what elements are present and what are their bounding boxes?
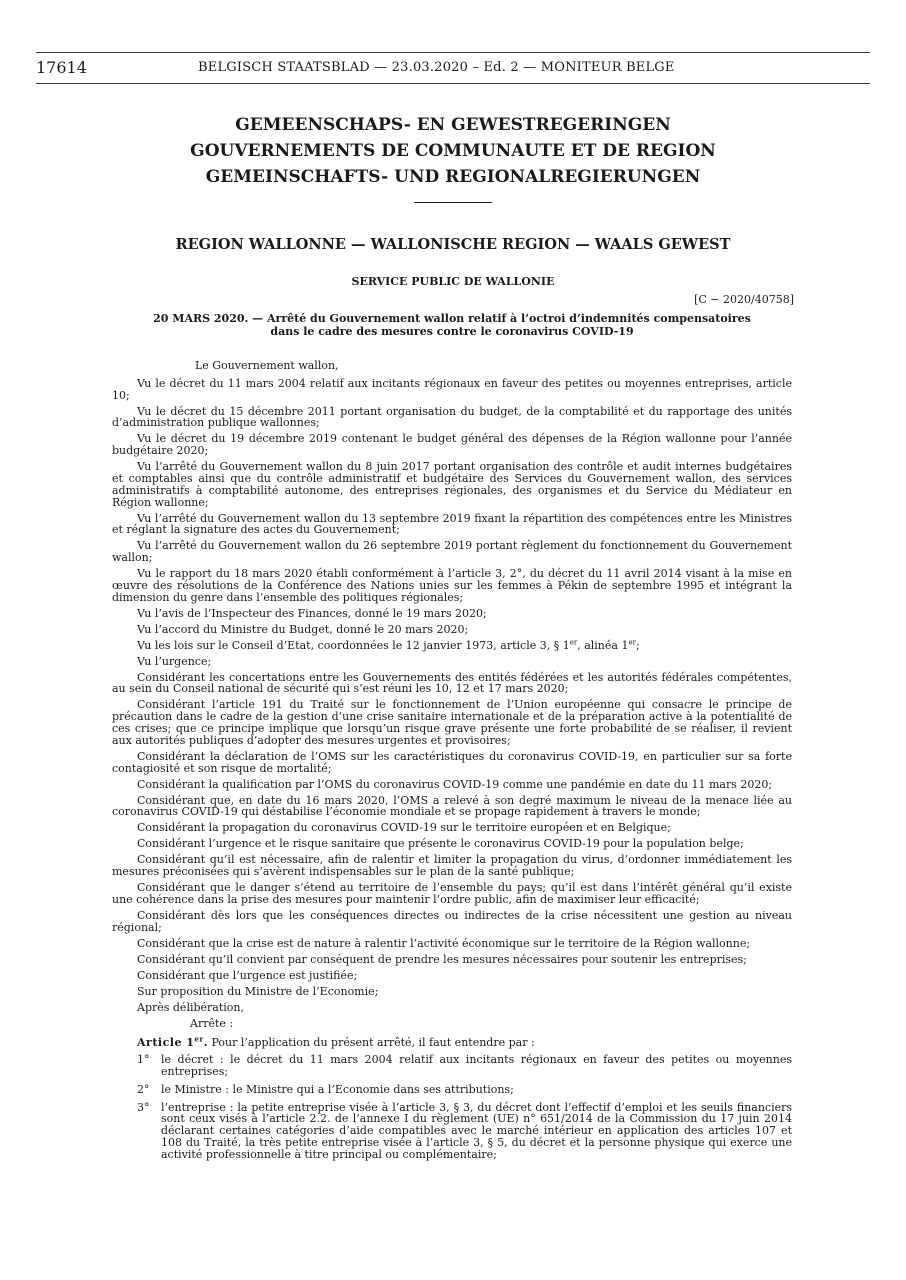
preamble-paragraph: Vu l’avis de l’Inspecteur des Finances, donné le 19 mars 2020; bbox=[137, 606, 487, 620]
preamble-paragraph: Vu l’arrêté du Gouvernement wallon du 13 septembre 2019 fixant la répartition des compétences entre les Ministres et réglant la signature des actes du Gouvernement; bbox=[112, 511, 792, 537]
act-title bbox=[112, 312, 792, 338]
preamble-paragraph: Considérant les concertations entre les Gouvernements des entités fédérées et les autorités fédérales compétentes, au sein du Conseil national de sécurité qui s’est réuni les 10, 12 et 17 mars 2020; bbox=[112, 670, 792, 696]
preamble-paragraph: Vu l’arrêté du Gouvernement wallon du 26 septembre 2019 portant règlement du fonctionnement du Gouvernement wallon; bbox=[112, 539, 792, 565]
preamble-paragraph: Vu l’accord du Ministre du Budget, donné le 20 mars 2020; bbox=[137, 622, 469, 636]
preamble-government: Le Gouvernement wallon, bbox=[195, 359, 339, 372]
preamble-paragraph: Considérant la propagation du coronavirus COVID-19 sur le territoire européen et en Belgique; bbox=[137, 821, 671, 835]
preamble-paragraph: Vu l’urgence; bbox=[137, 654, 212, 668]
title-divider bbox=[414, 202, 492, 203]
section-title-nl: GEMEENSCHAPS- EN GEWESTREGERINGEN bbox=[235, 115, 671, 135]
text-fragment: , alinéa 1 bbox=[577, 638, 629, 652]
preamble-paragraph: Considérant l’article 191 du Traité sur le fonctionnement de l’Union européenne qui consacre le principe de précaution dans le cadre de la gestion d’une crise sanitaire internationale et de la préparation active à la potentialité de ces crises; que ce principe implique que lorsqu’un risque grave présente une forte probabilité de se réaliser, il revient aux autorités publiques d’adopter des mesures urgentes et provisoires; bbox=[112, 698, 792, 747]
superscript: er bbox=[628, 637, 636, 646]
item-number: 1° bbox=[137, 1053, 150, 1067]
item-text: l’entreprise : la petite entreprise visée à l’article 3, § 3, du décret dont l’effectif d’emploi et les seuils financiers sont ceux visés à l’article 2.2. de l’annexe I du règlement (UE) n° 651/2014 de la Commission du 17 juin 2014 déclarant certaines catégories d’aide compatibles avec le marché intérieur en application des articles 107 et 108 du Traité, la très petite entreprise visée à l’article 3, § 5, du décret et la personne physique qui exerce une activité professionnelle à titre principal ou complémentaire; bbox=[161, 1100, 792, 1161]
preamble-paragraph: Considérant que l’urgence est justifiée; bbox=[137, 968, 358, 982]
article-1-intro bbox=[112, 1034, 792, 1050]
preamble-paragraph: Considérant qu’il convient par conséquent de prendre les mesures nécessaires pour soutenir les entreprises; bbox=[137, 952, 747, 966]
preamble-paragraph: Considérant dès lors que les conséquences directes ou indirectes de la crise nécessitent une gestion au niveau régional; bbox=[112, 908, 792, 934]
preamble-paragraph: Considérant que le danger s’étend au territoire de l’ensemble du pays; qu’il est dans l’intérêt général qu’il existe une cohérence dans la prise des mesures pour maintenir l’ordre public, afin de maximiser leur efficacité; bbox=[112, 881, 792, 906]
preamble-paragraph: Vu le décret du 15 décembre 2011 portant organisation du budget, de la comptabilité et du rapportage des unités d’administration publique wallonnes; bbox=[112, 404, 792, 430]
page-number: 17614 bbox=[36, 58, 87, 77]
superscript: er bbox=[569, 637, 578, 646]
preamble-paragraph: Après délibération, bbox=[137, 1000, 244, 1014]
document-reference: [C − 2020/40758] bbox=[694, 293, 794, 306]
act-title-line-2: dans le cadre des mesures contre le coronavirus COVID-19 bbox=[270, 325, 634, 338]
service-heading: SERVICE PUBLIC DE WALLONIE bbox=[351, 275, 555, 288]
header-bottom-rule bbox=[36, 83, 870, 84]
preamble-paragraph: Vu le rapport du 18 mars 2020 établi conformément à l’article 3, 2°, du décret du 11 avril 2014 visant à la mise en œuvre des résolutions de la Conférence des Nations unies sur les femmes à Pékin de septembre 1995 et intégrant la dimension du genre dans l’ensemble des politiques régionales; bbox=[112, 567, 792, 604]
text-fragment: ; bbox=[635, 638, 640, 652]
section-title-fr: GOUVERNEMENTS DE COMMUNAUTE ET DE REGION bbox=[190, 141, 716, 161]
definition-item bbox=[112, 1102, 792, 1161]
preamble-paragraph: Considérant la qualification par l’OMS du coronavirus COVID-19 comme une pandémie en date du 11 mars 2020; bbox=[137, 777, 773, 791]
preamble-paragraph: Vu le décret du 11 mars 2004 relatif aux incitants régionaux en faveur des petites ou moyennes entreprises, article 10; bbox=[112, 376, 792, 402]
enacting-formula: Arrête : bbox=[190, 1016, 234, 1030]
item-number: 3° bbox=[137, 1100, 150, 1114]
article-label-text: Article 1 bbox=[137, 1036, 195, 1050]
preamble-paragraph: Considérant la déclaration de l’OMS sur les caractéristiques du coronavirus COVID-19, en particulier sur sa forte contagiosité et son risque de mortalité; bbox=[112, 749, 792, 775]
preamble-paragraph: Vu l’arrêté du Gouvernement wallon du 8 juin 2017 portant organisation des contrôle et audit internes budgétaires et comptables ainsi que du contrôle administratif et budgétaire des Services du Gouvernement wallon, des services administratifs à comptabilité autonome, des entreprises régionales, des organismes et du Service du Médiateur en Région wallonne; bbox=[112, 460, 792, 509]
section-title-de: GEMEINSCHAFTS- UND REGIONALREGIERUNGEN bbox=[205, 167, 701, 187]
preamble-paragraph: Considérant l’urgence et le risque sanitaire que présente le coronavirus COVID-19 pour la population belge; bbox=[137, 837, 744, 851]
preamble-paragraph bbox=[112, 637, 792, 652]
region-heading: REGION WALLONNE — WALLONISCHE REGION — WAALS GEWEST bbox=[175, 236, 731, 253]
running-head: BELGISCH STAATSBLAD — 23.03.2020 – Ed. 2 — MONITEUR BELGE bbox=[198, 60, 675, 75]
item-number: 2° bbox=[137, 1082, 150, 1096]
page-header bbox=[36, 52, 870, 84]
header-top-rule bbox=[36, 52, 870, 53]
preamble-paragraph: Considérant que la crise est de nature à ralentir l’activité économique sur le territoire de la Région wallonne; bbox=[137, 936, 751, 950]
article-intro-text: Pour l’application du présent arrêté, il faut entendre par : bbox=[211, 1036, 535, 1050]
preamble-paragraph: Sur proposition du Ministre de l’Economie; bbox=[137, 984, 379, 998]
act-title-line-1: 20 MARS 2020. — Arrêté du Gouvernement wallon relatif à l’octroi d’indemnités compensatoires bbox=[153, 312, 751, 325]
act-body bbox=[112, 360, 792, 1167]
item-text: le Ministre : le Ministre qui a l’Economie dans ses attributions; bbox=[161, 1082, 514, 1096]
preamble-paragraph: Considérant qu’il est nécessaire, afin de ralentir et limiter la propagation du virus, d’ordonner immédiatement les mesures préconisées qui s’avèrent indispensables sur le plan de la santé publique; bbox=[112, 853, 792, 879]
preamble-paragraph: Vu le décret du 19 décembre 2019 contenant le budget général des dépenses de la Région wallonne pour l’année budgétaire 2020; bbox=[112, 432, 792, 458]
section-titles bbox=[0, 112, 906, 190]
preamble-paragraph: Considérant que, en date du 16 mars 2020, l’OMS a relevé à son degré maximum le niveau de la menace liée au coronavirus COVID-19 qui déstabilise l’économie mondiale et se propage rapidement à travers le monde; bbox=[112, 793, 792, 819]
definition-item bbox=[112, 1054, 792, 1078]
item-text: le décret : le décret du 11 mars 2004 relatif aux incitants régionaux en faveur des petites ou moyennes entreprises; bbox=[161, 1053, 792, 1078]
superscript: er bbox=[194, 1034, 204, 1044]
definition-item bbox=[112, 1084, 792, 1096]
article-label-dot: . bbox=[203, 1036, 208, 1050]
text-fragment: Vu les lois sur le Conseil d’Etat, coordonnées le 12 janvier 1973, article 3, § 1 bbox=[137, 638, 570, 652]
article-label bbox=[137, 1036, 208, 1049]
